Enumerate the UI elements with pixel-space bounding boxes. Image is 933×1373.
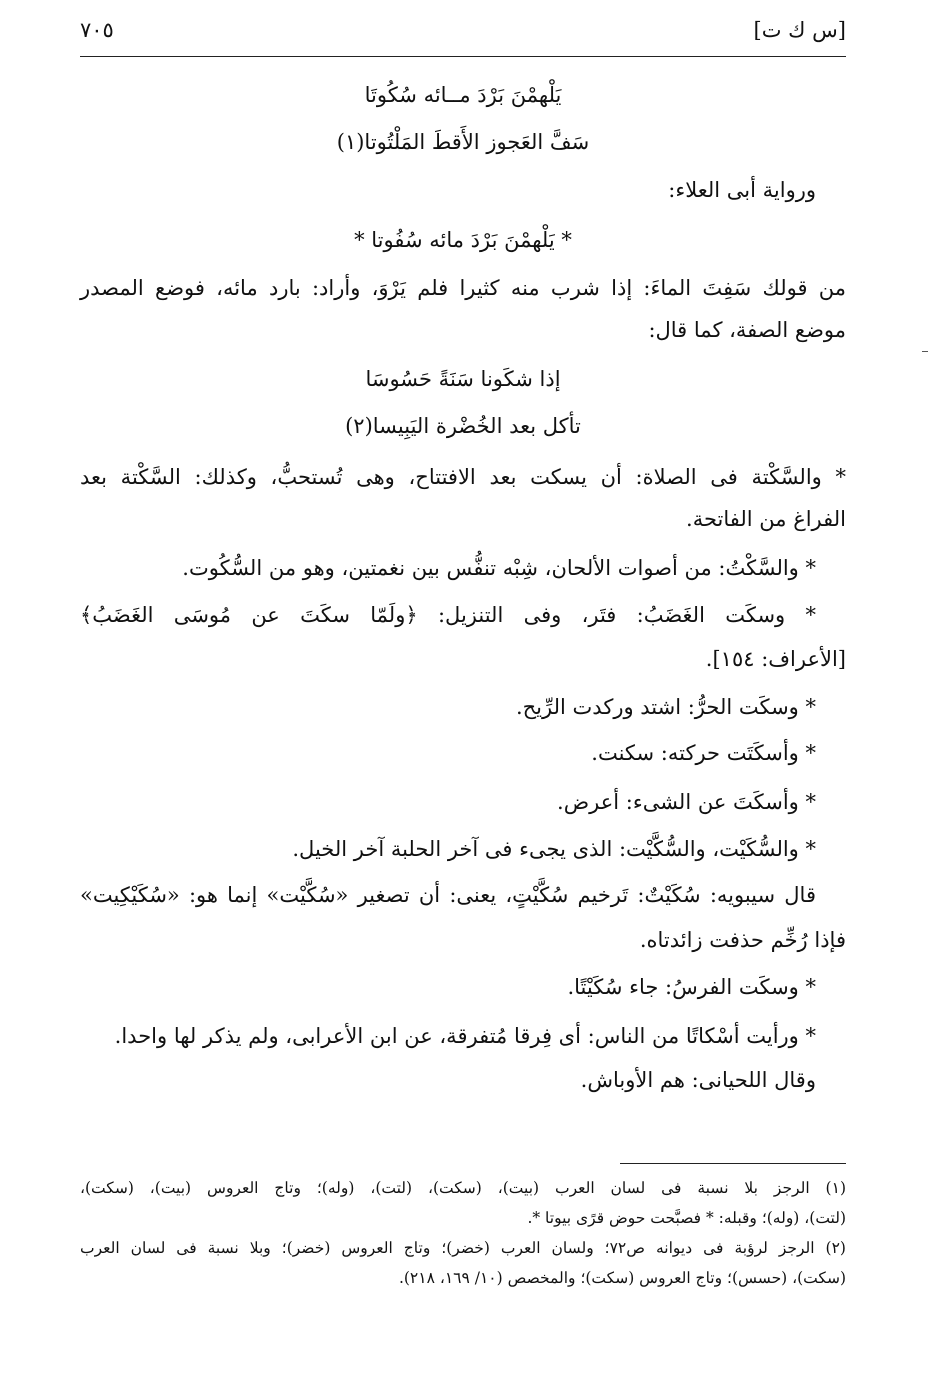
paragraph-line: * وسكَت الفرسُ: جاء سُكَيْتًا. [567,975,816,999]
margin-mark [922,351,928,352]
paragraph-line: الفراغ من الفاتحة. [686,507,846,531]
paragraph-line: * والسَّكْتُ: من أصوات الألحان، شِبْه تنفُّس بين نغمتين، وهو من السُّكُوت. [182,556,816,580]
paragraph-line: * وسكَت الحرُّ: اشتد وركدت الرِّيح. [515,695,816,719]
quoted-verse-line: * يَلْهمْنَ بَرْدَ مائه سُفُوتا * [354,228,572,252]
footnote-2-line-b: (سكت)، (حسس)؛ وتاج العروس (سكت)؛ والمخصص (١٠/ ١٦٩، ٢١٨). [398,1269,846,1287]
paragraph-line: قال سيبويه: سُكَيْتٌ: تَرخيم سُكَّيْتٍ، يعنى: أن تصغير «سُكَّيْت» إنما هو: «سُكَيْكِيت» [80,883,816,907]
page-header [80,16,846,50]
paragraph-line: وقال اللحيانى: هم الأوباش. [580,1068,816,1092]
paragraph-line: موضع الصفة، كما قال: [648,318,846,342]
footnote-rule [620,1163,846,1164]
paragraph-line: فإذا رُخِّم حذفت زائدتاه. [639,928,846,952]
header-rule [80,56,846,57]
footnote-1-line-a: (١) الرجز بلا نسبة فى لسان العرب (بيت)، (سكت)، (لتت)، (وله)؛ وتاج العروس (بيت)، (سكت)، [80,1179,846,1197]
paragraph-line: * ورأيت أسْكاتًا من الناس: أى فِرقا مُتفرقة، عن ابن الأعرابى، ولم يذكر لها واحدا. [114,1024,816,1048]
paragraph-line: * وأسكَتَ عن الشىء: أعرض. [557,790,816,814]
paragraph-line: * وسكَت الغَضَبُ: فتَر، وفى التنزيل: ﴿ولَمّا سكَتَ عن مُوسَى الغَضَبُ﴾ [80,603,816,627]
footnote-2-line-a: (٢) الرجز لرؤبة فى ديوانه ص٧٢؛ ولسان العرب (خضر)؛ وتاج العروس (خضر)؛ وبلا نسبة فى لسان العرب [80,1239,846,1257]
section-heading: [س ك ت] [753,18,846,42]
paragraph-line: [الأعراف: ١٥٤]. [705,647,846,671]
paragraph-line: * والسَّكْتة فى الصلاة: أن يسكت بعد الافتتاح، وهى تُستحبُّ، وكذلك: السَّكْتة بعد [80,465,846,489]
paragraph-line: * والسُّكَيْت، والسُّكَّيْت: الذى يجىء فى آخر الحلبة آخر الخيل. [292,837,816,861]
verse-1-line-b: سَفَّ العَجوز الأَقطَ المَلْتُوتا(١) [336,130,590,154]
paragraph-line: ورواية أبى العلاء: [668,178,816,202]
verse-2-line-b: تأكل بعد الخُضْرة اليَبِيسا(٢) [345,414,581,438]
page-number: ٧٠٥ [80,18,114,42]
paragraph-line: من قولك سَفِتَ الماءَ: إذا شرب منه كثيرا فلم يَرْوَ، وأراد: بارد مائه، فوضع المصدر [80,276,846,300]
verse-2-line-a: إذا شكَونا سَنَةً حَسُوسَا [365,367,561,391]
verse-1-line-a: يَلْهمْنَ بَرْدَ مــائه سُكُوتَا [364,83,562,107]
footnote-1-line-b: (لتت)، (وله)؛ وقبله: * فصبَّحت حوض قرًى بيوتا *. [527,1209,846,1227]
paragraph-line: * وأسكَتَت حركته: سكنت. [591,741,816,765]
